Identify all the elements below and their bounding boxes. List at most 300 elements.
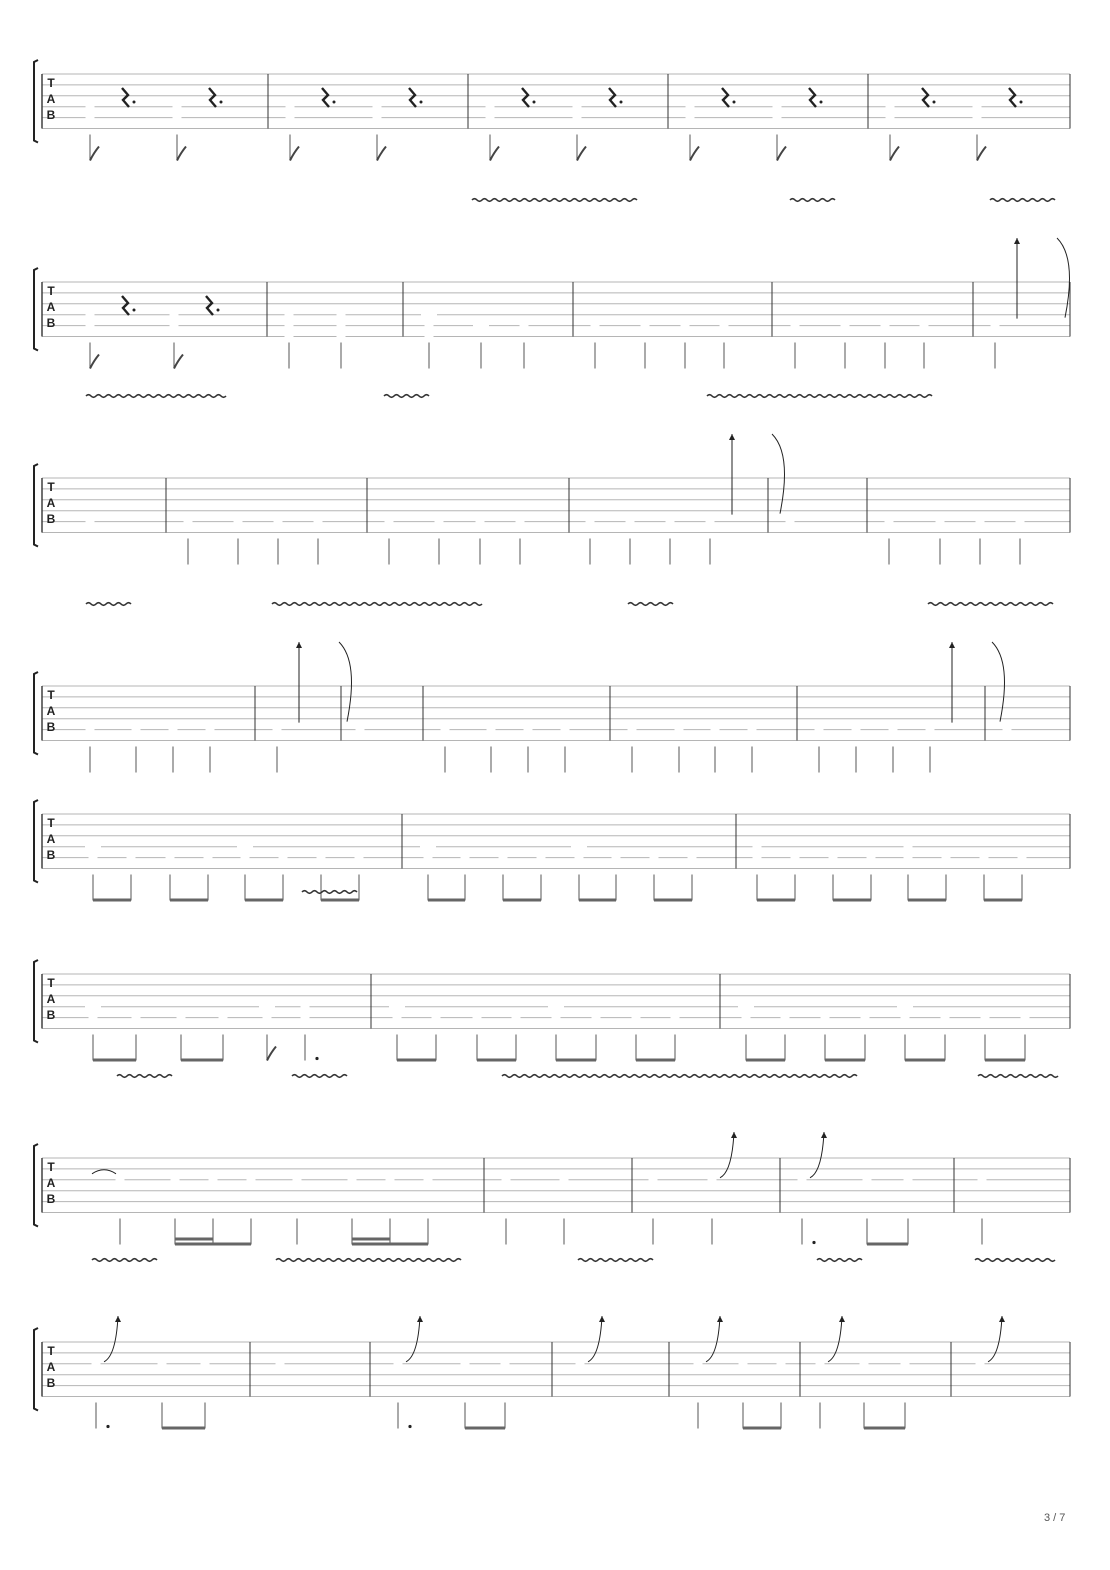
fret-bg [337,321,346,331]
tab-clef-letter: B [46,1192,56,1206]
fret-bg [276,1359,285,1369]
fret-bg [942,853,951,863]
tab-clef-letter: A [46,1176,56,1190]
vibrato-mark [276,1259,461,1262]
bend-curve [406,1316,420,1362]
quarter-rest [609,88,623,107]
tab-clef-letter: T [47,1344,55,1358]
fret-bg [373,102,382,112]
fret-bg [738,1002,754,1012]
vibrato-mark [384,395,429,398]
bend-arrowhead [599,1316,605,1322]
vibrato-mark [302,891,357,894]
system-bracket [34,1144,38,1227]
fret-bg [184,517,193,527]
bend-arrowhead [821,1132,827,1138]
fret-bg [976,1359,985,1369]
fret-bg [86,725,95,735]
fret-bg [432,1013,441,1023]
fret-bg [314,517,323,527]
fret-bg [356,725,365,735]
fret-bg [209,1175,218,1185]
tab-system [34,60,1070,161]
beam [428,899,465,902]
fret-bg [904,842,913,852]
fret-bg [301,1002,310,1012]
bend-arrowhead [999,1316,1005,1322]
fret-bg [889,725,898,735]
fret-bg [461,853,470,863]
vibrato-mark [628,603,673,606]
fret-bg [973,102,982,112]
bend-curve [588,1316,602,1362]
system-bracket [34,60,38,143]
fret-bg [941,1013,950,1023]
fret-bg [85,1002,101,1012]
fret-bg [169,725,178,735]
beam [757,899,795,902]
fret-bg [861,1013,870,1023]
vibrato-mark [92,1259,157,1262]
note-flag [977,147,986,161]
tab-system [34,642,1070,773]
bend-curve [810,1132,824,1178]
beam [825,1059,865,1062]
release-arrow [772,434,785,514]
beam [984,899,1022,902]
fret-bg [860,1359,869,1369]
fret-bg [978,1175,987,1185]
tab-clef-letter: T [47,1160,55,1174]
fret-bg [173,102,182,112]
beam [743,1427,781,1430]
fret-bg [86,113,95,123]
release-arrow [1057,238,1070,318]
note-flag [690,147,699,161]
fret-bg [273,725,282,735]
vibrato-mark [817,1259,862,1262]
fret-bg [424,853,433,863]
fret-bg [897,1002,913,1012]
fret-bg [173,113,182,123]
tab-clef-letter: B [46,108,56,122]
fret-bg [425,332,434,342]
tab-clef-letter: A [46,992,56,1006]
beam [321,899,359,902]
fret-bg [116,1175,125,1185]
fret-bg [170,310,179,320]
vibrato-mark [272,603,482,606]
fret-bg [420,842,436,852]
fret-bg [815,725,824,735]
fret-bg [355,853,364,863]
fret-bg [973,113,982,123]
fret-bg [285,310,294,320]
beam [397,1059,436,1062]
beam [477,1059,516,1062]
fret-bg [421,310,437,320]
fret-bg [274,517,283,527]
fret-bg [881,321,890,331]
system-bracket [34,464,38,547]
tab-system [34,434,1070,565]
bend-curve [988,1316,1002,1362]
fret-bg [742,1013,751,1023]
system-bracket [34,1328,38,1411]
bend-arrowhead [731,1132,737,1138]
vibrato-mark [502,1075,857,1078]
tab-clef-letter: T [47,284,55,298]
fret-bg [92,1359,101,1369]
note-flag [290,147,299,161]
fret-bg [473,321,489,331]
vibrato-mark [86,603,131,606]
fret-bg [791,853,800,863]
fret-bg [694,1359,703,1369]
fret-bg [204,853,213,863]
fret-bg [86,321,95,331]
fret-bg [991,321,1000,331]
bend-arrowhead [717,1316,723,1322]
fret-bg [286,102,295,112]
fret-bg [234,517,243,527]
tab-clef-letter: T [47,76,55,90]
fret-bg [773,102,782,112]
tab-clef-letter: B [46,720,56,734]
fret-bg [976,517,985,527]
fret-bg [241,853,250,863]
fret-bg [348,1175,357,1185]
fret-bg [829,853,838,863]
fret-bg [981,1013,990,1023]
fret-bg [219,1013,228,1023]
note-flag [777,147,786,161]
fret-bg [852,725,861,735]
fret-bg [548,1002,564,1012]
fret-bg [901,1359,910,1369]
fret-bg [904,853,913,863]
quarter-rest [522,88,536,107]
fret-bg [473,1013,482,1023]
fret-bg [904,1175,913,1185]
beam [985,1059,1025,1062]
beam [175,1238,213,1241]
vibrato-mark [790,199,835,202]
fret-bg [671,1013,680,1023]
beam [352,1238,390,1241]
beam [556,1059,596,1062]
beam [905,1059,945,1062]
quarter-rest [722,88,736,107]
beam [864,1427,905,1430]
fret-bg [166,853,175,863]
fret-bg [886,113,895,123]
fret-bg [575,853,584,863]
fret-bg [821,1013,830,1023]
note-flag [490,147,499,161]
bend-arrowhead [296,642,302,648]
vibrato-mark [578,1259,653,1262]
fret-bg [573,113,582,123]
beam [867,1243,908,1246]
beam [170,899,208,902]
fret-bg [681,321,690,331]
fret-bg [686,113,695,123]
fret-bg [867,853,876,863]
fret-bg [385,517,394,527]
quarter-rest [322,88,336,107]
bend-arrowhead [839,1316,845,1322]
system-bracket [34,960,38,1043]
beam [833,899,871,902]
beam [636,1059,675,1062]
fret-bg [1003,725,1012,735]
vibrato-mark [707,395,932,398]
vibrato-mark [975,1259,1055,1262]
note-flag [890,147,899,161]
fret-bg [201,1359,210,1369]
fret-bg [1021,1013,1030,1023]
fret-bg [337,310,346,320]
slur [92,1170,116,1174]
fret-bg [885,517,894,527]
tab-system [34,1132,1070,1246]
quarter-rest [122,88,136,107]
vibrato-mark [292,1075,347,1078]
tab-clef-letter: B [46,1008,56,1022]
fret-bg [86,310,95,320]
fret-bg [720,321,729,331]
dot [812,1241,815,1244]
quarter-rest [1009,88,1023,107]
fret-bg [786,517,795,527]
release-arrow [992,642,1005,722]
beam [245,899,283,902]
fret-bg [502,1175,511,1185]
bend-curve [828,1316,842,1362]
dot [315,1057,318,1060]
fret-bg [561,725,570,735]
bend-arrowhead [115,1316,121,1322]
tab-clef-letter: T [47,480,55,494]
fret-bg [612,853,621,863]
tab-clef-letter: A [46,92,56,106]
fret-bg [753,842,762,852]
fret-bg [301,1013,310,1023]
fret-bg [886,102,895,112]
fret-bg [773,113,782,123]
fret-bg [980,853,989,863]
fret-bg [675,725,684,735]
fret-bg [393,1013,402,1023]
system-bracket [34,672,38,755]
fret-bg [573,102,582,112]
fret-bg [516,517,525,527]
tab-clef-letter: T [47,976,55,990]
fret-bg [591,321,600,331]
beam [352,1243,390,1246]
tab-system [34,238,1070,369]
beam [908,899,946,902]
fret-bg [571,842,587,852]
bend-curve [706,1316,720,1362]
fret-bg [560,1175,569,1185]
tab-system [34,800,1070,902]
fret-bg [132,725,141,735]
fret-bg [628,725,637,735]
beam [93,899,131,902]
fret-bg [486,102,495,112]
fret-bg [708,1175,717,1185]
fret-bg [386,1175,395,1185]
fret-bg [177,1013,186,1023]
fret-bg [512,1013,521,1023]
dot [106,1425,109,1428]
dot [408,1425,411,1428]
tab-system [34,1316,1070,1430]
tab-clef-letter: A [46,832,56,846]
fret-bg [317,853,326,863]
beam [746,1059,785,1062]
fret-bg [86,517,95,527]
fret-bg [247,1175,256,1185]
fret-bg [841,321,850,331]
beam [654,899,692,902]
note-flag [267,1047,276,1061]
vibrato-mark [928,603,1053,606]
bend-arrowhead [1014,238,1020,244]
tab-clef-letter: T [47,816,55,830]
tab-system [34,960,1070,1062]
fret-bg [753,853,762,863]
fret-bg [501,1359,510,1369]
fret-bg [132,1013,141,1023]
beam [175,1243,213,1246]
fret-bg [89,1013,98,1023]
beam [390,1243,428,1246]
bend-arrowhead [729,434,735,440]
quarter-rest [809,88,823,107]
fret-bg [259,1002,275,1012]
fret-bg [476,517,485,527]
fret-bg [441,725,450,735]
fret-bg [632,1013,641,1023]
fret-bg [170,321,179,331]
quarter-rest [409,88,423,107]
fret-bg [926,725,935,735]
beam [93,1059,136,1062]
fret-bg [158,1359,167,1369]
tab-clef-letter: B [46,848,56,862]
beam [162,1427,205,1430]
fret-bg [293,1175,302,1185]
fret-bg [748,725,757,735]
fret-bg [592,1013,601,1023]
vibrato-mark [86,395,226,398]
quarter-rest [922,88,936,107]
fret-bg [666,517,675,527]
note-flag [90,147,99,161]
fret-bg [127,853,136,863]
fret-bg [711,725,720,735]
fret-bg [686,102,695,112]
fret-bg [1018,853,1027,863]
fret-bg [688,853,697,863]
fret-bg [89,853,98,863]
fret-bg [524,725,533,735]
fret-bg [499,853,508,863]
beam [503,899,541,902]
fret-bg [920,321,929,331]
fret-bg [394,1359,403,1369]
beam [465,1427,505,1430]
vibrato-mark [978,1075,1058,1078]
fret-bg [263,1013,272,1023]
tab-clef-letter: B [46,1376,56,1390]
fret-bg [461,1359,470,1369]
quarter-rest [122,296,136,315]
fret-bg [279,853,288,863]
fret-bg [285,332,294,342]
fret-bg [650,853,659,863]
fret-bg [901,1013,910,1023]
fret-bg [586,517,595,527]
tab-clef-letter: A [46,300,56,314]
fret-bg [389,1002,405,1012]
fret-bg [86,102,95,112]
bend-arrowhead [949,642,955,648]
tab-clef-letter: A [46,496,56,510]
tab-clef-letter: A [46,704,56,718]
fret-bg [85,842,101,852]
tab-clef-letter: T [47,688,55,702]
quarter-rest [206,296,220,315]
beam [213,1243,251,1246]
fret-bg [649,1175,658,1185]
fret-bg [1016,517,1025,527]
bend-curve [104,1316,118,1362]
fret-bg [739,1359,748,1369]
fret-bg [781,1013,790,1023]
fret-bg [777,1359,786,1369]
beam [181,1059,223,1062]
vibrato-mark [472,199,637,202]
note-flag [174,355,183,369]
fret-bg [552,1013,561,1023]
fret-bg [486,113,495,123]
fret-bg [373,113,382,123]
note-flag [177,147,186,161]
fret-bg [337,332,346,342]
fret-bg [537,853,546,863]
fret-bg [487,725,496,735]
tab-clef-letter: B [46,512,56,526]
quarter-rest [209,88,223,107]
note-flag [90,355,99,369]
fret-bg [425,321,434,331]
beam [579,899,616,902]
fret-bg [626,517,635,527]
system-bracket [34,800,38,883]
fret-bg [285,321,294,331]
fret-bg [435,517,444,527]
tab-clef-letter: A [46,1360,56,1374]
fret-bg [816,1359,825,1369]
fret-bg [576,1359,585,1369]
fret-bg [286,113,295,123]
system-bracket [34,268,38,351]
fret-bg [863,1175,872,1185]
